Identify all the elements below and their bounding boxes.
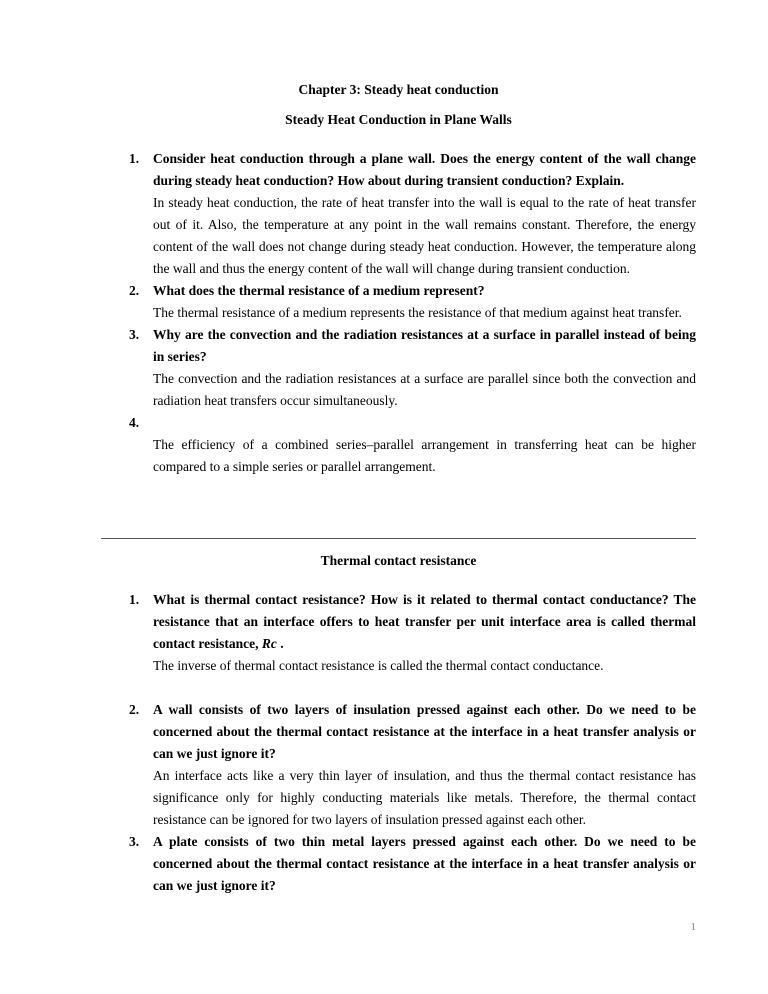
question-text-part-2: .	[276, 636, 284, 651]
answer-text: The efficiency of a combined series–parallel arrangement in transferring heat can be higher compared to a simple series or parallel arrangement.	[153, 437, 696, 474]
answer-text: An interface acts like a very thin layer of insulation, and thus the thermal contact resistance has significance only for highly conducting materials like metals. Therefore, the thermal contact resistance can be ignored for two layers of insulation pressed against each other.	[153, 768, 696, 827]
answer-text: The convection and the radiation resistances at a surface are parallel since both the convection and radiation heat transfers occur simultaneously.	[153, 371, 696, 408]
chapter-title: Chapter 3: Steady heat conduction	[298, 82, 499, 97]
question-text-part-1: What is thermal contact resistance? How is it related to thermal contact conductance? The resistance that an interface offers to heat transfer per unit interface area is called thermal contact resistance,	[153, 592, 696, 651]
question-text: What does the thermal resistance of a medium represent?	[153, 283, 485, 298]
qa-item	[101, 148, 696, 280]
item-number: 3.	[129, 327, 140, 342]
qa-item	[101, 280, 696, 324]
question-text	[153, 412, 696, 434]
qa-item	[101, 589, 696, 699]
section-divider-wrap	[101, 478, 696, 539]
question-text: Consider heat conduction through a plane wall. Does the energy content of the wall change during steady heat conduction? How about during transient conduction? Explain.	[153, 151, 696, 188]
question-text: Why are the convection and the radiation resistances at a surface in parallel instead of being in series?	[153, 327, 696, 364]
paragraph-spacer	[153, 677, 696, 699]
qa-item	[101, 324, 696, 412]
question-text	[153, 589, 696, 655]
question-list-plane-walls	[101, 131, 696, 478]
answer-text: The inverse of thermal contact resistance is called the thermal contact conductance.	[153, 658, 604, 673]
section-title-thermal-contact-resistance: Thermal contact resistance	[320, 553, 477, 568]
qa-item	[101, 831, 696, 897]
qa-item	[101, 699, 696, 831]
page-content	[101, 0, 696, 897]
qa-item	[101, 412, 696, 478]
item-number: 4.	[129, 415, 140, 430]
answer-text: The thermal resistance of a medium represents the resistance of that medium against heat transfer.	[153, 305, 682, 320]
page-number: 1	[690, 921, 696, 933]
question-text: A wall consists of two layers of insulation pressed against each other. Do we need to be concerned about the thermal contact resistance at the interface in a heat transfer analysis or can we just ignore it?	[153, 702, 696, 761]
section-title-plane-walls: Steady Heat Conduction in Plane Walls	[285, 112, 512, 127]
item-number: 1.	[129, 151, 140, 166]
item-number: 3.	[129, 834, 140, 849]
answer-text: In steady heat conduction, the rate of heat transfer into the wall is equal to the rate of heat transfer out of it. Also, the temperature at any point in the wall remains constant. Therefore, the energy content of the wall does not change during steady heat conduction. However, the temperature along the wall and thus the energy content of the wall will change during transient conduction.	[153, 195, 696, 276]
item-number: 2.	[129, 702, 140, 717]
item-number: 2.	[129, 283, 140, 298]
question-list-thermal-contact	[101, 572, 696, 897]
symbol-rc: Rc	[261, 636, 277, 651]
item-number: 1.	[129, 592, 140, 607]
question-text: A plate consists of two thin metal layers pressed against each other. Do we need to be concerned about the thermal contact resistance at the interface in a heat transfer analysis or can we just ignore it?	[153, 834, 696, 893]
